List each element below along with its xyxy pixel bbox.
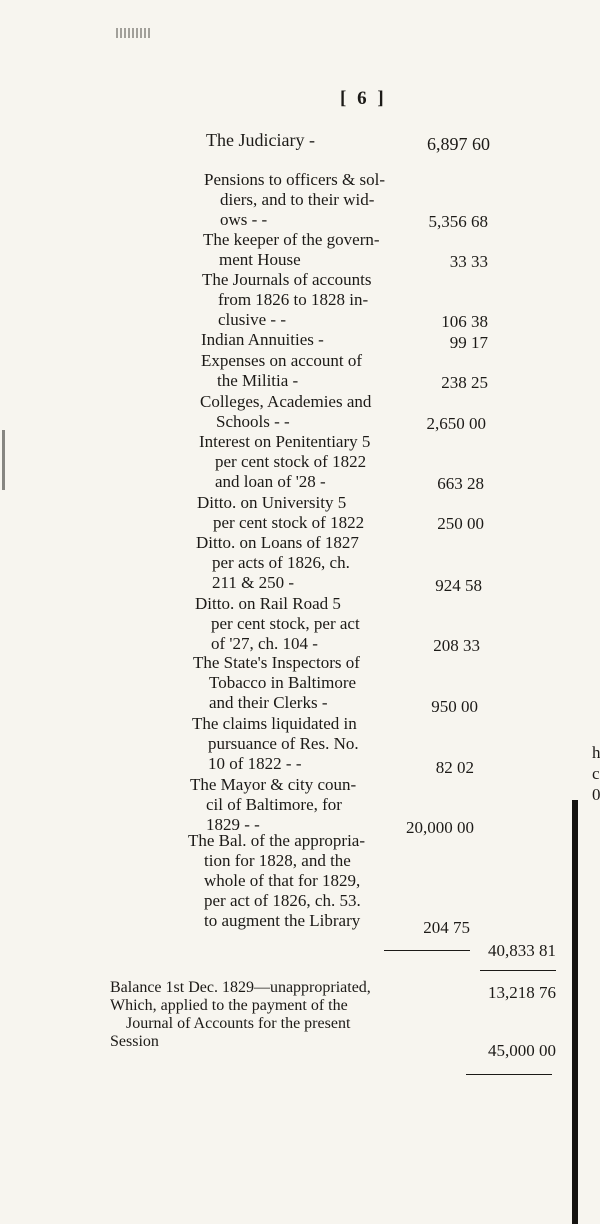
entry-line: to augment the Library — [204, 911, 361, 930]
entry-amount: 5,356 68 — [428, 212, 488, 231]
entry-line: Ditto. on University 5 — [197, 493, 347, 512]
entry-line: the Militia - — [217, 371, 299, 390]
entry-amount: 82 02 — [435, 758, 474, 777]
entry-pensions — [204, 170, 385, 230]
entry-university-interest — [197, 493, 364, 533]
entry-line: Colleges, Academies and — [200, 392, 372, 411]
entry-journals — [202, 270, 371, 330]
entry-line: from 1826 to 1828 in- — [218, 290, 369, 309]
entry-amount: 2,650 00 — [426, 414, 486, 433]
entry-amount: 238 25 — [441, 373, 488, 392]
entry-line: per cent stock of 1822 — [215, 452, 367, 471]
page-edge-shadow — [572, 800, 578, 1224]
entry-line: The Judiciary - — [206, 130, 315, 150]
entry-line: 211 & 250 - — [212, 573, 295, 592]
entry-line: Journal of Accounts for the present — [126, 1015, 351, 1032]
entry-amount: 208 33 — [433, 636, 480, 655]
entry-line: The Mayor & city coun- — [190, 775, 357, 794]
entry-line: Session — [110, 1033, 159, 1050]
balance-text — [110, 979, 371, 1051]
entry-amount: 924 58 — [435, 576, 482, 595]
adjacent-page-fragments — [592, 742, 600, 805]
entry-line: tion for 1828, and the — [204, 851, 351, 870]
entry-line: The Bal. of the appropria- — [188, 831, 366, 850]
grand-total-amount: 45,000 00 — [488, 1041, 556, 1060]
entry-amount: 250 00 — [437, 514, 484, 533]
entry-line: The keeper of the govern- — [203, 230, 380, 249]
entry-line: Ditto. on Loans of 1827 — [196, 533, 359, 552]
entry-line: The claims liquidated in — [192, 714, 357, 733]
entry-line: ment House — [219, 250, 301, 269]
entry-mayor-city-council — [190, 775, 356, 835]
entry-line: per cent stock, per act — [211, 614, 360, 633]
entry-claims — [192, 714, 359, 774]
entry-line: 1829 - - — [206, 815, 260, 834]
edge-fragment: h — [592, 743, 600, 762]
entry-amount: 663 28 — [437, 474, 484, 493]
entry-line: per act of 1826, ch. 53. — [204, 891, 361, 910]
entry-line: cil of Baltimore, for — [206, 795, 342, 814]
entry-line: diers, and to their wid- — [220, 190, 375, 209]
entry-amount: 6,897 60 — [427, 134, 490, 154]
entry-line: per acts of 1826, ch. — [212, 553, 350, 572]
entry-line: clusive - - — [218, 310, 286, 329]
entry-loans-interest — [196, 533, 359, 593]
total-rule — [466, 1074, 552, 1075]
entry-keeper — [203, 230, 380, 270]
entry-militia — [201, 351, 362, 391]
entry-amount: 20,000 00 — [406, 818, 474, 837]
entry-colleges — [200, 392, 371, 432]
entry-line: per cent stock of 1822 — [213, 513, 365, 532]
balance-amount: 13,218 76 — [488, 983, 556, 1002]
entry-line: 10 of 1822 - - — [208, 754, 302, 773]
entry-indian-annuities — [201, 330, 324, 350]
entry-line: The State's Inspectors of — [193, 653, 360, 672]
entry-line: whole of that for 1829, — [204, 871, 361, 890]
entry-line: and loan of '28 - — [215, 472, 326, 491]
entry-line: pursuance of Res. No. — [208, 734, 359, 753]
entry-line: Interest on Penitentiary 5 — [199, 432, 371, 451]
entry-amount: 99 17 — [449, 333, 488, 352]
entry-penitentiary-interest — [199, 432, 370, 492]
entry-line: Schools - - — [216, 412, 290, 431]
entry-line: Pensions to officers & sol- — [204, 170, 386, 189]
entry-amount: 106 38 — [441, 312, 488, 331]
entry-library — [188, 831, 365, 931]
entry-judiciary — [206, 130, 315, 150]
entry-line: The Journals of accounts — [202, 270, 372, 289]
entry-line: of '27, ch. 104 - — [211, 634, 318, 653]
entry-tobacco-inspectors — [193, 653, 360, 713]
edge-fragment: c — [592, 764, 600, 783]
scan-smudge — [116, 28, 152, 38]
page-number: [ 6 ] — [340, 88, 387, 109]
entry-line: Tobacco in Baltimore — [209, 673, 357, 692]
entry-line: Balance 1st Dec. 1829—unappropriated, — [110, 979, 371, 996]
entry-amount: 33 33 — [449, 252, 488, 271]
entry-line: ows - - — [220, 210, 268, 229]
margin-speck — [2, 430, 5, 490]
subtotal-amount: 40,833 81 — [488, 941, 556, 960]
entry-line: Ditto. on Rail Road 5 — [195, 594, 341, 613]
entry-amount: 950 00 — [431, 697, 478, 716]
entry-line: and their Clerks - — [209, 693, 328, 712]
sum-rule — [480, 970, 556, 971]
entry-line: Indian Annuities - — [201, 330, 324, 349]
entry-line: Expenses on account of — [201, 351, 362, 370]
entry-amount: 204 75 — [423, 918, 470, 937]
entry-railroad-interest — [195, 594, 360, 654]
sum-rule — [384, 950, 470, 951]
edge-fragment: 0 — [592, 785, 600, 804]
entry-line: Which, applied to the payment of the — [110, 997, 348, 1014]
